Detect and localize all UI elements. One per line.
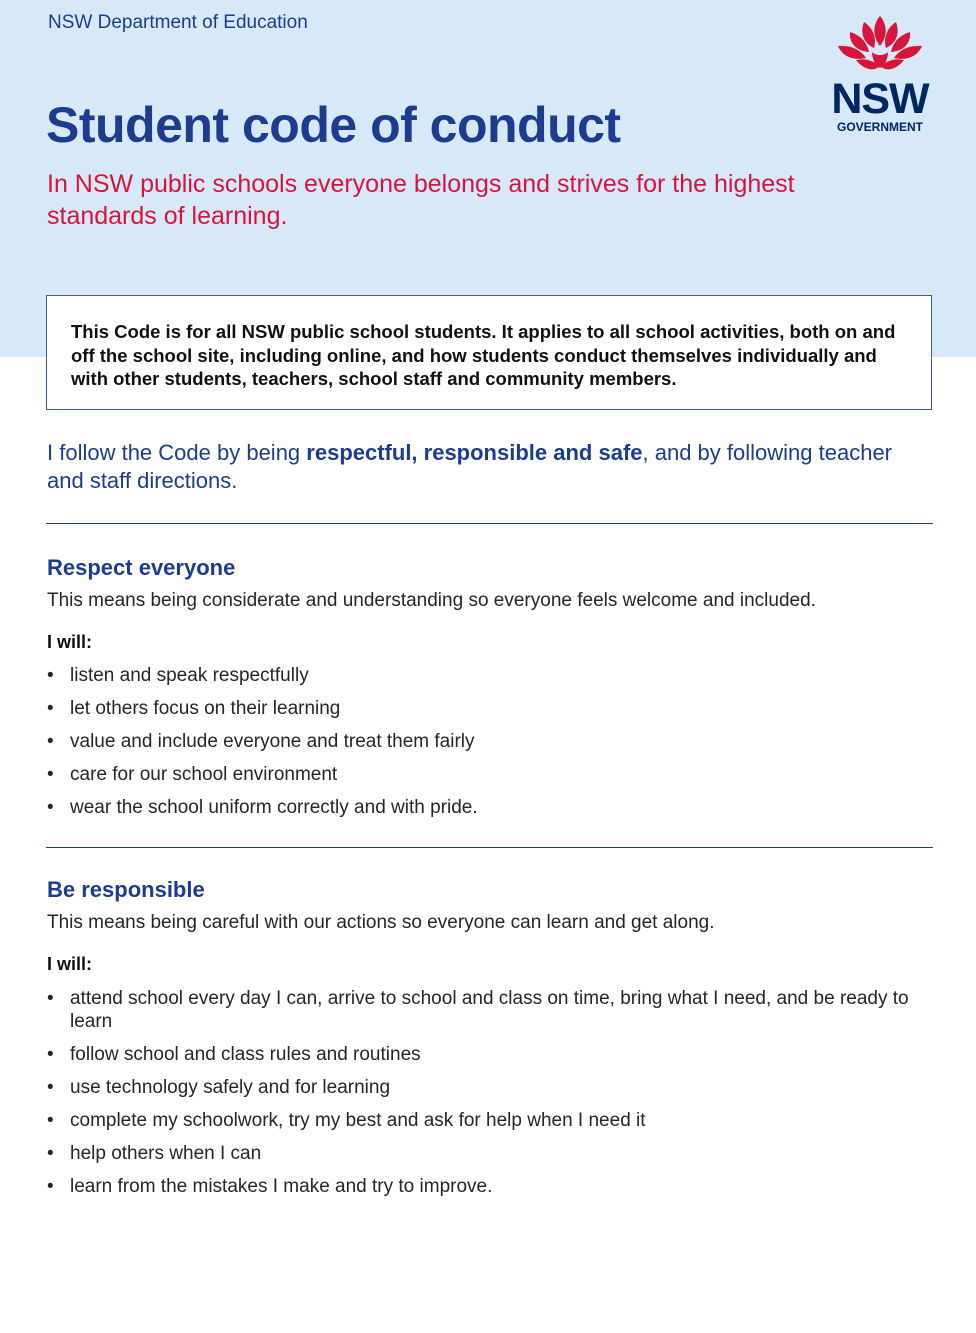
intro-statement [47,439,927,495]
bullet-icon: • [47,731,54,752]
intro-before: I follow the Code by being [47,440,307,465]
list-item-text: learn from the mistakes I make and try to improve. [70,1176,493,1197]
divider [46,847,933,848]
bullet-icon: • [47,1176,54,1197]
bullet-icon: • [47,1143,54,1164]
waratah-icon [826,14,934,80]
list-item [47,1043,927,1066]
list-item [47,697,927,720]
bullet-icon: • [47,1110,54,1131]
list-item [47,730,927,753]
list-item [47,664,927,687]
list-item [47,1109,927,1132]
bullet-icon: • [47,764,54,785]
list-item-text: follow school and class rules and routines [70,1044,421,1065]
list-item [47,1175,927,1198]
list-item-text: listen and speak respectfully [70,665,309,686]
scope-callout [46,295,932,410]
i-will-label: I will: [47,632,92,652]
list-item-text: care for our school environment [70,764,338,785]
bullet-icon: • [47,988,54,1009]
intro-after: , and by following teacher and staff directions. [47,440,893,493]
list-item [47,763,927,786]
divider [46,523,933,524]
bullet-icon: • [47,665,54,686]
list-item-text: wear the school uniform correctly and with pride. [70,797,478,818]
department-name: NSW Department of Education [48,12,308,33]
bullet-icon: • [47,797,54,818]
scope-text: This Code is for all NSW public school students. It applies to all school activities, both on and off the school site, including online, and how students conduct themselves individually and with other students, teachers, school staff and community members. [71,321,896,389]
respect-list [47,664,927,829]
intro-emphasis: respectful, responsible and safe [306,440,643,465]
list-item-text: use technology safely and for learning [70,1077,391,1098]
section-description-respect: This means being considerate and understanding so everyone feels welcome and included. [47,590,816,611]
nsw-government-logo [826,14,934,136]
bullet-icon: • [47,698,54,719]
list-item-text: complete my schoolwork, try my best and ask for help when I need it [70,1110,646,1131]
list-item-text: let others focus on their learning [70,698,341,719]
list-item [47,1076,927,1099]
list-item-text: value and include everyone and treat them fairly [70,731,475,752]
list-item [47,796,927,819]
i-will-label: I will: [47,954,92,974]
responsible-list [47,987,927,1208]
list-item-text: help others when I can [70,1143,262,1164]
list-item [47,1142,927,1165]
list-item-text: attend school every day I can, arrive to school and class on time, bring what I need, and be ready to learn [70,988,909,1032]
logo-government-text: GOVERNMENT [836,120,923,134]
bullet-icon: • [47,1044,54,1065]
section-description-responsible: This means being careful with our actions so everyone can learn and get along. [47,912,715,933]
bullet-icon: • [47,1077,54,1098]
page-title: Student code of conduct [46,97,621,153]
logo-nsw-text: NSW [831,75,929,123]
list-item [47,987,927,1033]
section-heading-responsible: Be responsible [47,877,205,902]
page-subtitle: In NSW public schools everyone belongs and strives for the highest standards of learning. [47,170,795,230]
section-heading-respect: Respect everyone [47,555,236,580]
